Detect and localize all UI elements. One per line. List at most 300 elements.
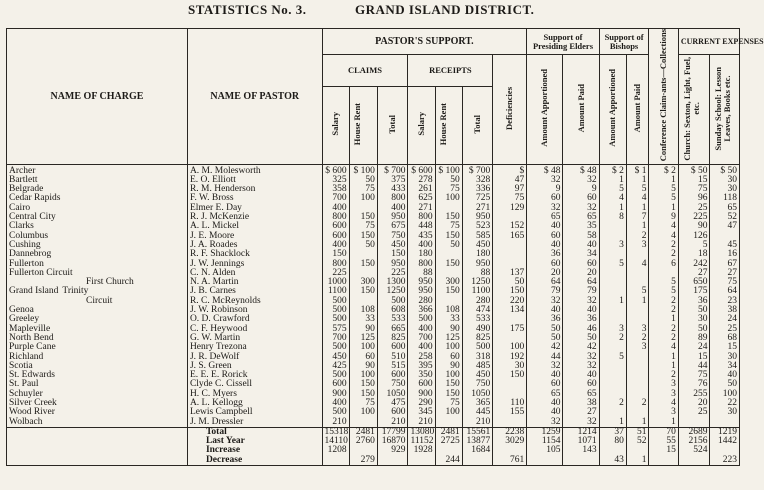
value-cell: 27 xyxy=(710,269,740,278)
header-pastors-support: PASTOR'S SUPPORT. xyxy=(322,29,527,55)
value-cell: 64 xyxy=(527,278,563,287)
value-cell: 20 xyxy=(527,269,563,278)
value-cell: 290 xyxy=(408,399,435,408)
table-row xyxy=(7,194,740,203)
summary-value: 2689 xyxy=(678,427,710,437)
receipts-salary-label: Salary xyxy=(416,112,427,136)
value-cell: 75 xyxy=(678,371,710,380)
value-cell: 42 xyxy=(527,343,563,352)
value-cell: 15 xyxy=(678,176,710,185)
value-cell: 242 xyxy=(678,260,710,269)
value-cell: 2 xyxy=(626,399,649,408)
summary-value: 11152 xyxy=(408,437,435,446)
summary-value: 55 xyxy=(649,437,678,446)
claims-total-label: Total xyxy=(387,114,398,134)
value-cell: 129 xyxy=(493,204,527,213)
value-cell: 950 xyxy=(377,213,408,222)
value-cell: $ 600 xyxy=(408,164,435,176)
value-cell: $ 50 xyxy=(678,164,710,176)
summary-value: 1214 xyxy=(563,427,599,437)
value-cell: 44 xyxy=(678,362,710,371)
value-cell: 16 xyxy=(710,250,740,259)
summary-value: 2760 xyxy=(349,437,377,446)
value-cell: 30 xyxy=(678,315,710,324)
value-cell: 510 xyxy=(377,353,408,362)
value-cell xyxy=(626,371,649,380)
pastor-name: J. W. Jennings xyxy=(187,260,322,269)
value-cell: 90 xyxy=(349,325,377,334)
value-cell: 474 xyxy=(462,306,493,315)
value-cell: 50 xyxy=(435,176,462,185)
pastor-name: Henry Trezona xyxy=(187,343,322,352)
pastor-name: A. M. Molesworth xyxy=(187,164,322,176)
value-cell: 500 xyxy=(408,315,435,324)
value-cell: 4 xyxy=(649,232,678,241)
value-cell: 50 xyxy=(349,176,377,185)
value-cell: 36 xyxy=(527,315,563,324)
value-cell: 9 xyxy=(649,213,678,222)
summary-value xyxy=(408,456,435,466)
header-receipts-house-rent xyxy=(435,86,462,164)
value-cell: 75 xyxy=(435,185,462,194)
value-cell: 515 xyxy=(377,362,408,371)
summary-label: Decrease xyxy=(187,456,322,466)
header-receipts: RECEIPTS xyxy=(408,55,493,87)
value-cell: 210 xyxy=(377,418,408,428)
value-cell: 64 xyxy=(710,287,740,296)
value-cell: 90 xyxy=(435,325,462,334)
summary-value xyxy=(563,456,599,466)
summary-value: 2238 xyxy=(493,427,527,437)
value-cell: 165 xyxy=(493,232,527,241)
value-cell: 34 xyxy=(563,250,599,259)
pastor-name: C. N. Alden xyxy=(187,269,322,278)
value-cell: 79 xyxy=(563,287,599,296)
value-cell: 375 xyxy=(377,176,408,185)
statistics-table xyxy=(6,28,764,466)
value-cell: $ 700 xyxy=(377,164,408,176)
value-cell: 1100 xyxy=(322,287,349,296)
value-cell: 52 xyxy=(710,213,740,222)
value-cell: 1 xyxy=(599,176,626,185)
header-claims: CLAIMS xyxy=(322,55,408,87)
summary-spacer xyxy=(7,446,188,455)
value-cell: 75 xyxy=(349,185,377,194)
value-cell: 45 xyxy=(710,241,740,250)
value-cell xyxy=(678,418,710,428)
summary-value: 1684 xyxy=(462,446,493,455)
charge-label: Bartlett xyxy=(9,174,38,185)
pastor-name: J. S. Green xyxy=(187,362,322,371)
pastor-name: R. C. McReynolds xyxy=(187,297,322,306)
table-body xyxy=(7,164,740,466)
value-cell: 50 xyxy=(710,380,740,389)
value-cell: 40 xyxy=(527,306,563,315)
value-cell: 3 xyxy=(649,408,678,417)
pastor-name: J. W. Robinson xyxy=(187,306,322,315)
pastor-name: Clyde C. Cissell xyxy=(187,380,322,389)
summary-spacer xyxy=(7,456,188,466)
value-cell: 400 xyxy=(408,241,435,250)
value-cell: 68 xyxy=(710,334,740,343)
value-cell: 1 xyxy=(649,362,678,371)
value-cell: 100 xyxy=(493,343,527,352)
header-bishops xyxy=(599,29,649,55)
summary-value: 1928 xyxy=(408,446,435,455)
value-cell: 533 xyxy=(377,315,408,324)
value-cell: 79 xyxy=(527,287,563,296)
value-cell: 30 xyxy=(710,353,740,362)
value-cell: $ 100 xyxy=(349,164,377,176)
value-cell: 210 xyxy=(322,418,349,428)
value-cell: 47 xyxy=(710,222,740,231)
value-cell: 5 xyxy=(626,287,649,296)
value-cell: $ 48 xyxy=(563,164,599,176)
summary-value: 143 xyxy=(563,446,599,455)
value-cell: 900 xyxy=(322,390,349,399)
value-cell xyxy=(626,353,649,362)
value-cell: 345 xyxy=(408,408,435,417)
charge-name xyxy=(7,353,188,362)
value-cell xyxy=(349,418,377,428)
deficiencies-label: Deficiencies xyxy=(504,86,515,130)
header-pe-paid xyxy=(563,55,599,165)
summary-value: 223 xyxy=(710,456,740,466)
value-cell: 25 xyxy=(678,204,710,213)
summary-value: 1442 xyxy=(710,437,740,446)
pastor-name: R. M. Henderson xyxy=(187,185,322,194)
value-cell: 32 xyxy=(563,418,599,428)
value-cell: 1 xyxy=(626,222,649,231)
value-cell: 24 xyxy=(710,315,740,324)
pastor-name: O. D. Crawford xyxy=(187,315,322,324)
value-cell: 600 xyxy=(322,232,349,241)
value-cell: 25 xyxy=(710,325,740,334)
summary-value: 105 xyxy=(527,446,563,455)
header-claims-total xyxy=(377,86,408,164)
value-cell: 800 xyxy=(377,194,408,203)
value-cell: 90 xyxy=(349,362,377,371)
value-cell: 1000 xyxy=(322,278,349,287)
conference-claimants-label: Conference Claim-ants—Collections xyxy=(658,29,669,162)
value-cell: 20 xyxy=(678,399,710,408)
value-cell: 75 xyxy=(435,222,462,231)
value-cell: 18 xyxy=(678,250,710,259)
charge-label: Columbus xyxy=(9,230,49,241)
summary-value: 37 xyxy=(599,427,626,437)
value-cell: 435 xyxy=(408,232,435,241)
value-cell: 134 xyxy=(493,306,527,315)
value-cell: 20 xyxy=(563,269,599,278)
value-cell: 3 xyxy=(626,325,649,334)
value-cell: 65 xyxy=(563,390,599,399)
value-cell: 3 xyxy=(626,343,649,352)
value-cell: 261 xyxy=(408,185,435,194)
value-cell xyxy=(599,362,626,371)
summary-value: 1208 xyxy=(322,446,349,455)
value-cell: 358 xyxy=(322,185,349,194)
value-cell: 448 xyxy=(408,222,435,231)
value-cell: 88 xyxy=(462,269,493,278)
value-cell: 65 xyxy=(527,213,563,222)
value-cell: 450 xyxy=(462,371,493,380)
value-cell: 4 xyxy=(649,222,678,231)
value-cell: 5 xyxy=(599,185,626,194)
value-cell: 7 xyxy=(626,213,649,222)
pastor-name: Elmer E. Day xyxy=(187,204,322,213)
value-cell xyxy=(626,306,649,315)
pastor-name: C. F. Heywood xyxy=(187,325,322,334)
value-cell: 32 xyxy=(563,353,599,362)
charge-label: Purple Cane xyxy=(9,342,56,353)
charge-label: Fullerton Circuit xyxy=(9,267,73,278)
value-cell: 1050 xyxy=(462,390,493,399)
value-cell: 150 xyxy=(322,250,349,259)
pastor-name: E. E. E. Rorick xyxy=(187,371,322,380)
value-cell: 40 xyxy=(710,371,740,380)
summary-label: Last Year xyxy=(187,437,322,446)
value-cell: 220 xyxy=(493,297,527,306)
header-b-paid xyxy=(626,55,649,165)
value-cell: 800 xyxy=(322,213,349,222)
grand-island-label: Grand Island xyxy=(9,286,59,297)
value-cell: 1250 xyxy=(462,278,493,287)
value-cell: 400 xyxy=(322,399,349,408)
pastor-name: J. E. Moore xyxy=(187,232,322,241)
value-cell: 40 xyxy=(527,371,563,380)
value-cell: 32 xyxy=(563,176,599,185)
value-cell: 600 xyxy=(377,408,408,417)
value-cell: 89 xyxy=(678,334,710,343)
value-cell: 575 xyxy=(322,325,349,334)
summary-value: 13080 xyxy=(408,427,435,437)
value-cell: 950 xyxy=(462,260,493,269)
value-cell: 3 xyxy=(626,241,649,250)
value-cell: 445 xyxy=(462,408,493,417)
value-cell: 40 xyxy=(527,241,563,250)
value-cell: 625 xyxy=(408,194,435,203)
value-cell: 44 xyxy=(527,353,563,362)
value-cell: 22 xyxy=(710,399,740,408)
value-cell: 4 xyxy=(599,194,626,203)
pe-apportioned-label: Amount Apportioned xyxy=(539,69,550,147)
summary-value: 80 xyxy=(599,437,626,446)
value-cell: 700 xyxy=(322,334,349,343)
value-cell: $ 48 xyxy=(527,164,563,176)
value-cell xyxy=(626,362,649,371)
summary-row xyxy=(7,437,740,446)
value-cell: 180 xyxy=(462,250,493,259)
value-cell: 65 xyxy=(710,204,740,213)
value-cell: 108 xyxy=(349,306,377,315)
value-cell: 50 xyxy=(678,306,710,315)
charge-label: North Bend xyxy=(9,332,54,343)
value-cell: 3 xyxy=(599,241,626,250)
table-row xyxy=(7,260,740,269)
value-cell: 175 xyxy=(493,325,527,334)
pastor-name: E. O. Elliott xyxy=(187,176,322,185)
value-cell: 23 xyxy=(710,297,740,306)
value-cell: 150 xyxy=(435,232,462,241)
value-cell: 1 xyxy=(599,418,626,428)
value-cell: 35 xyxy=(563,222,599,231)
value-cell: 40 xyxy=(527,408,563,417)
charge-label: Cushing xyxy=(9,239,41,250)
value-cell: 271 xyxy=(462,204,493,213)
value-cell: 2 xyxy=(649,306,678,315)
summary-value: 1259 xyxy=(527,427,563,437)
value-cell: 395 xyxy=(408,362,435,371)
charge-label: Central City xyxy=(9,212,56,223)
value-cell: 50 xyxy=(563,334,599,343)
value-cell xyxy=(435,418,462,428)
charge-label: Schuyler xyxy=(9,388,43,399)
pastor-name: R. J. McKenzie xyxy=(187,213,322,222)
charge-label: Wolbach xyxy=(9,416,43,427)
value-cell: 50 xyxy=(349,241,377,250)
claims-house-rent-label: House Rent xyxy=(352,102,363,146)
charge-label: St. Edwards xyxy=(9,370,55,381)
value-cell: 490 xyxy=(462,325,493,334)
b-paid-label: Amount Paid xyxy=(632,83,643,133)
pastor-name: A. L. Kellogg xyxy=(187,399,322,408)
summary-value: 524 xyxy=(678,446,710,455)
value-cell: 258 xyxy=(408,353,435,362)
value-cell: 800 xyxy=(322,260,349,269)
value-cell: 1 xyxy=(599,297,626,306)
value-cell: 60 xyxy=(527,232,563,241)
summary-value: 17799 xyxy=(377,427,408,437)
header-b-apportioned xyxy=(599,55,626,165)
value-cell: 750 xyxy=(377,232,408,241)
summary-value: 15318 xyxy=(322,427,349,437)
pastor-name: J. B. Carnes xyxy=(187,287,322,296)
summary-value: 70 xyxy=(649,427,678,437)
value-cell: 365 xyxy=(462,399,493,408)
summary-value: 279 xyxy=(349,456,377,466)
value-cell: 100 xyxy=(349,194,377,203)
value-cell: 25 xyxy=(678,408,710,417)
value-cell: 450 xyxy=(462,241,493,250)
summary-value: 43 xyxy=(599,456,626,466)
charge-label: Cedar Rapids xyxy=(9,193,61,204)
summary-value: 1 xyxy=(626,456,649,466)
receipts-total-label: Total xyxy=(472,114,482,134)
value-cell: 2 xyxy=(649,250,678,259)
value-cell: 40 xyxy=(563,371,599,380)
value-cell: 2 xyxy=(649,371,678,380)
value-cell: 6 xyxy=(649,260,678,269)
value-cell: 40 xyxy=(527,222,563,231)
header-conference-claimants xyxy=(649,29,678,165)
value-cell: 47 xyxy=(493,176,527,185)
value-cell: 8 xyxy=(599,213,626,222)
value-cell: 600 xyxy=(408,380,435,389)
district-name: GRAND ISLAND DISTRICT. xyxy=(355,2,535,17)
charge-label: Fullerton xyxy=(9,258,44,269)
value-cell: 33 xyxy=(435,315,462,324)
value-cell: 27 xyxy=(678,269,710,278)
value-cell: $ 100 xyxy=(435,164,462,176)
value-cell: 900 xyxy=(408,390,435,399)
summary-value xyxy=(377,456,408,466)
value-cell: 60 xyxy=(527,260,563,269)
pastor-name: R. F. Shacklock xyxy=(187,250,322,259)
value-cell: 1100 xyxy=(462,287,493,296)
value-cell: 1 xyxy=(649,353,678,362)
value-cell: 650 xyxy=(678,278,710,287)
summary-value: 2156 xyxy=(678,437,710,446)
charge-label: Circuit xyxy=(86,295,113,306)
value-cell: 60 xyxy=(563,260,599,269)
value-cell: 500 xyxy=(462,343,493,352)
value-cell: 9 xyxy=(563,185,599,194)
value-cell: $ 2 xyxy=(599,164,626,176)
summary-value: 2481 xyxy=(435,427,462,437)
value-cell: 150 xyxy=(435,260,462,269)
value-cell: 42 xyxy=(563,343,599,352)
value-cell xyxy=(599,278,626,287)
value-cell: 2 xyxy=(649,334,678,343)
pastor-name: A. L. Mickel xyxy=(187,222,322,231)
value-cell: 400 xyxy=(408,325,435,334)
value-cell: 433 xyxy=(377,185,408,194)
summary-value xyxy=(649,456,678,466)
value-cell: 30 xyxy=(493,362,527,371)
value-cell: 500 xyxy=(377,297,408,306)
value-cell: 38 xyxy=(563,399,599,408)
value-cell: 32 xyxy=(563,204,599,213)
value-cell: $ xyxy=(493,164,527,176)
value-cell: 60 xyxy=(527,380,563,389)
value-cell: 30 xyxy=(710,185,740,194)
charge-label: St. Paul xyxy=(9,379,39,390)
value-cell xyxy=(493,241,527,250)
value-cell: 90 xyxy=(435,362,462,371)
value-cell: 2 xyxy=(599,399,626,408)
value-cell: 150 xyxy=(435,287,462,296)
value-cell: 5 xyxy=(678,241,710,250)
value-cell: 34 xyxy=(710,362,740,371)
table-row xyxy=(7,287,740,296)
charge-label: First Church xyxy=(86,277,134,288)
summary-value: 16870 xyxy=(377,437,408,446)
value-cell: 38 xyxy=(710,306,740,315)
value-cell: 400 xyxy=(322,241,349,250)
summary-value: 2481 xyxy=(349,427,377,437)
value-cell xyxy=(493,380,527,389)
summary-label: Increase xyxy=(187,446,322,455)
value-cell: 328 xyxy=(462,176,493,185)
summary-value: 244 xyxy=(435,456,462,466)
value-cell: 700 xyxy=(322,194,349,203)
header-name-of-charge: NAME OF CHARGE xyxy=(7,29,188,165)
b-apportioned-label: Amount Apportioned xyxy=(607,69,618,147)
summary-spacer xyxy=(7,427,188,437)
page-title xyxy=(0,1,744,19)
value-cell: 825 xyxy=(462,334,493,343)
church-label: Church: Sexton, Light, Fuel, etc. xyxy=(682,56,702,161)
summary-value: 761 xyxy=(493,456,527,466)
value-cell: 75 xyxy=(349,222,377,231)
charge-label: Clarks xyxy=(9,221,34,232)
value-cell: 825 xyxy=(377,334,408,343)
table-row xyxy=(7,241,740,250)
value-cell: 33 xyxy=(349,315,377,324)
value-cell: 350 xyxy=(408,371,435,380)
summary-value: 15 xyxy=(649,446,678,455)
pastor-name: J. M. Dressler xyxy=(187,418,322,428)
